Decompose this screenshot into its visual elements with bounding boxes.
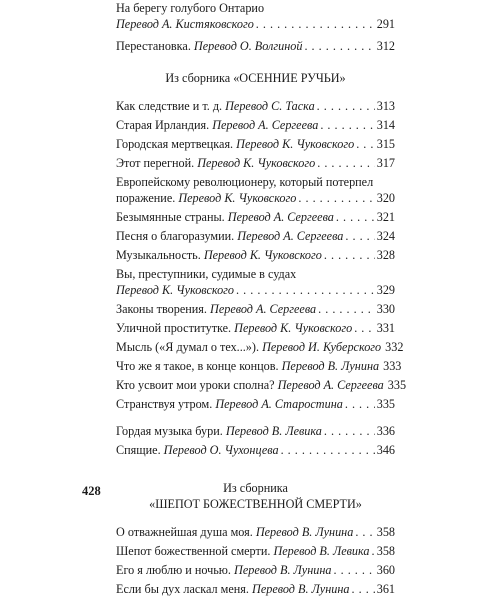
leader-dots bbox=[281, 442, 375, 458]
entry-page: 329 bbox=[376, 283, 395, 297]
entry-translator: Перевод В. Левика bbox=[225, 424, 322, 438]
entry-title: Если бы дух ласкал меня. bbox=[116, 582, 253, 596]
toc-entry bbox=[116, 209, 395, 225]
entry-title: Уличной проститутке. bbox=[116, 321, 235, 335]
entry-page: 346 bbox=[376, 443, 395, 457]
entry-page: 314 bbox=[376, 118, 395, 132]
entry-title: Вы, преступники, судимые в судах bbox=[116, 267, 297, 281]
entry-translator: Перевод А. Сергеева bbox=[210, 302, 317, 316]
toc-entry bbox=[116, 174, 395, 206]
entry-title: На берегу голубого Онтарио bbox=[116, 1, 265, 15]
section-heading-line1: Из сборника bbox=[223, 481, 288, 495]
toc-entry bbox=[116, 98, 395, 114]
toc-entry bbox=[116, 339, 404, 355]
leader-dots bbox=[345, 396, 375, 412]
toc-entry bbox=[116, 442, 395, 458]
entry-title: Этот перегной. bbox=[116, 156, 198, 170]
section-entries bbox=[116, 423, 395, 458]
toc-entry bbox=[116, 228, 395, 244]
entry-page: 333 bbox=[383, 359, 402, 373]
entry-page: 315 bbox=[376, 137, 395, 151]
leader-dots bbox=[372, 543, 375, 559]
entry-translator: Перевод С. Таска bbox=[225, 99, 315, 113]
entry-translator: Перевод В. Лунина bbox=[255, 525, 354, 539]
toc-entry bbox=[116, 524, 395, 540]
entry-title: Песня о благоразумии. bbox=[116, 229, 238, 243]
leader-dots bbox=[334, 562, 375, 578]
entry-title: Городская мертвецкая. bbox=[116, 137, 237, 151]
entry-title: Кто усвоит мои уроки сполна? bbox=[116, 378, 278, 392]
toc-entry bbox=[116, 396, 395, 412]
entry-translator: Перевод А. Сергеева bbox=[212, 118, 319, 132]
leader-dots bbox=[324, 247, 375, 263]
section-entries bbox=[116, 98, 407, 412]
entry-translator: Перевод К. Чуковского bbox=[116, 283, 235, 297]
entry-page: 320 bbox=[376, 191, 395, 205]
entry-translator: Перевод К. Чуковского bbox=[197, 156, 316, 170]
toc-entry bbox=[116, 136, 395, 152]
entry-page: 291 bbox=[376, 17, 395, 31]
entry-page: 358 bbox=[376, 525, 395, 539]
entry-title: Мысль («Я думал о тех...»). bbox=[116, 340, 263, 354]
toc-entry bbox=[116, 155, 395, 171]
section-heading-line2: «ШЕПОТ БОЖЕСТВЕННОЙ СМЕРТИ» bbox=[149, 497, 362, 511]
toc-entry bbox=[116, 301, 395, 317]
entry-page: 335 bbox=[376, 397, 395, 411]
entry-title: Гордая музыка бури. bbox=[116, 424, 226, 438]
entry-title: Перестановка. bbox=[116, 39, 194, 53]
toc-entry bbox=[116, 117, 395, 133]
toc-entry bbox=[116, 562, 395, 578]
page-number: 428 bbox=[82, 484, 101, 498]
leader-dots bbox=[298, 190, 374, 206]
entry-page: 321 bbox=[376, 210, 395, 224]
entry-translator: Перевод А. Кистяковского bbox=[116, 17, 254, 31]
toc-entry bbox=[116, 0, 395, 32]
leader-dots bbox=[345, 228, 374, 244]
entry-title: Музыкальность. bbox=[116, 248, 204, 262]
leader-dots bbox=[336, 209, 375, 225]
toc-entry bbox=[116, 581, 395, 597]
entry-translator: Перевод В. Лунина bbox=[281, 359, 380, 373]
entry-page: 317 bbox=[376, 156, 395, 170]
entry-translator: Перевод К. Чуковского bbox=[203, 248, 322, 262]
entry-page: 312 bbox=[376, 39, 395, 53]
leader-dots bbox=[354, 320, 375, 336]
entry-page: 335 bbox=[387, 378, 407, 392]
toc-entry bbox=[116, 38, 395, 54]
entry-title: Странствуя утром. bbox=[116, 397, 216, 411]
toc-entry bbox=[116, 358, 402, 374]
entry-title: Спящие. bbox=[116, 443, 164, 457]
toc-entry bbox=[116, 266, 395, 298]
entry-title: Безымянные страны. bbox=[116, 210, 228, 224]
toc-entry bbox=[116, 423, 395, 439]
entry-page: 336 bbox=[376, 424, 395, 438]
entry-page: 358 bbox=[376, 544, 395, 558]
entry-translator: Перевод В. Лунина bbox=[234, 563, 332, 577]
entry-title: Что же я такое, в конце концов. bbox=[116, 359, 282, 373]
entry-page: 331 bbox=[376, 321, 395, 335]
entry-title: Европейскому революционеру, который потерпел bbox=[116, 175, 374, 189]
leader-dots bbox=[304, 38, 374, 54]
entry-title: О отважнейшая душа моя. bbox=[116, 525, 256, 539]
entry-page: 324 bbox=[376, 229, 395, 243]
leader-dots bbox=[236, 282, 375, 298]
leader-dots bbox=[256, 16, 375, 32]
entry-translator: Перевод К. Чуковского bbox=[178, 191, 297, 205]
entry-page: 332 bbox=[385, 340, 404, 354]
toc-column bbox=[116, 0, 407, 597]
entry-page: 361 bbox=[376, 582, 395, 596]
entry-page: 360 bbox=[376, 563, 395, 577]
entry-translator: Перевод А. Старостина bbox=[215, 397, 343, 411]
leader-dots bbox=[318, 301, 375, 317]
leader-dots bbox=[352, 581, 375, 597]
toc-entry bbox=[116, 377, 407, 393]
entry-translator: Перевод А. Сергеева bbox=[277, 378, 384, 392]
entry-title-cont: поражение. bbox=[116, 191, 179, 205]
entry-translator: Перевод О. Чухонцева bbox=[163, 443, 279, 457]
entry-translator: Перевод К. Чуковского bbox=[234, 321, 353, 335]
leader-dots bbox=[320, 117, 374, 133]
entry-translator: Перевод К. Чуковского bbox=[236, 137, 355, 151]
section-heading: Из сборника «ОСЕННИЕ РУЧЬИ» bbox=[165, 71, 346, 85]
entry-title: Его я люблю и ночью. bbox=[116, 563, 235, 577]
entry-translator: Перевод А. Сергеева bbox=[227, 210, 334, 224]
leader-dots bbox=[317, 155, 375, 171]
toc-entry bbox=[116, 247, 395, 263]
entry-translator: Перевод В. Лунина bbox=[252, 582, 350, 596]
toc-entry bbox=[116, 320, 395, 336]
leader-dots bbox=[356, 136, 375, 152]
entry-title: Шепот божественной смерти. bbox=[116, 544, 274, 558]
entry-title: Старая Ирландия. bbox=[116, 118, 213, 132]
entry-title: Законы творения. bbox=[116, 302, 211, 316]
entry-translator: Перевод И. Куберского bbox=[262, 340, 382, 354]
entry-page: 330 bbox=[376, 302, 395, 316]
entry-title: Как следствие и т. д. bbox=[116, 99, 226, 113]
entry-page: 328 bbox=[376, 248, 395, 262]
toc-entry bbox=[116, 543, 395, 559]
entry-translator: Перевод В. Левика bbox=[273, 544, 370, 558]
leader-dots bbox=[355, 524, 374, 540]
entry-translator: Перевод А. Сергеева bbox=[237, 229, 344, 243]
leader-dots bbox=[324, 423, 375, 439]
entry-translator: Перевод О. Волгиной bbox=[193, 39, 303, 53]
leader-dots bbox=[317, 98, 375, 114]
section-entries bbox=[116, 524, 395, 597]
entry-page: 313 bbox=[376, 99, 395, 113]
